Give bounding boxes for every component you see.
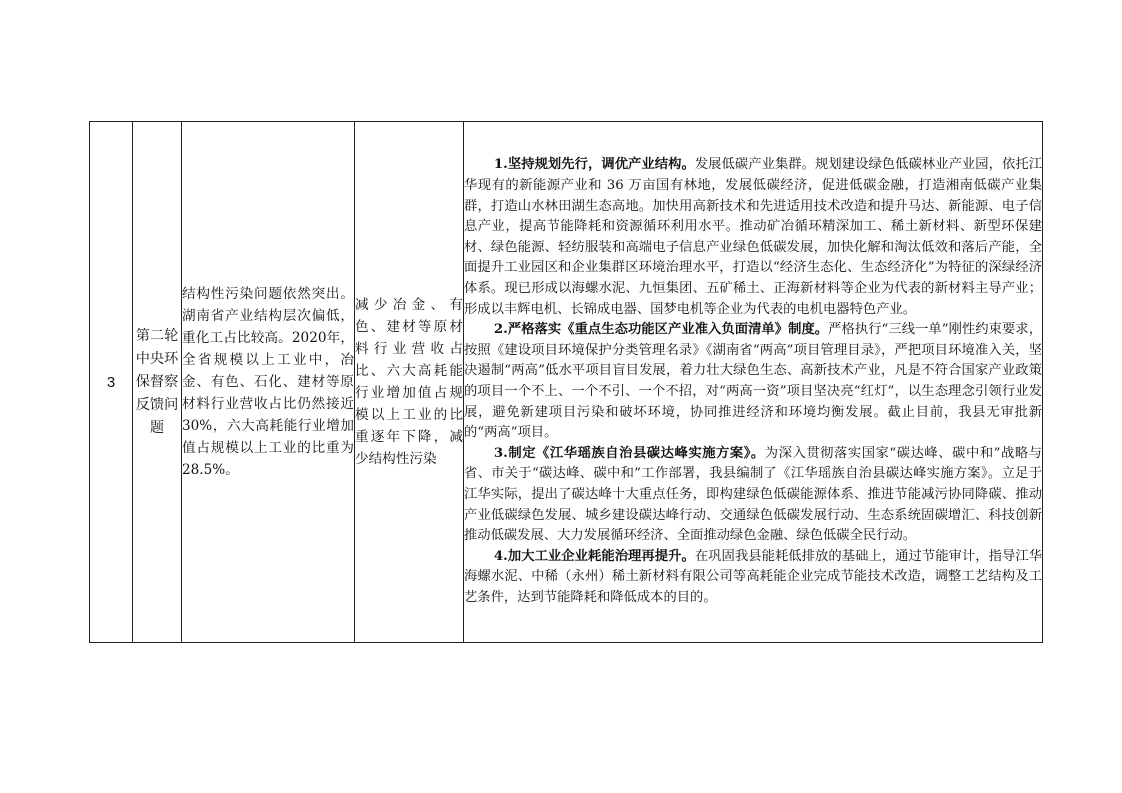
measure-title: 3.制定《江华瑶族自治县碳达峰实施方案》。 [493, 445, 765, 461]
row-number: 3 [90, 122, 133, 643]
measure-body: 为深入贯彻落实国家“碳达峰、碳中和”战略与省、市关于“碳达峰、碳中和”工作部署，我县编制了《江华瑶族自治县碳达峰实施方案》。立足于江华实际，提出了碳达峰十大重点任务，即构建绿色低碳能源体系、推进节能减污协同降碳、推动产业低碳绿色发展、城乡建设碳达峰行动、交通绿色低碳发展行动、生态系统固碳增汇、科技创新推动低碳发展、大力发展循环经济、全面推动绿色金融、绿色低碳全民行动。 [464, 445, 1042, 544]
measure-item [464, 547, 1042, 609]
measure-item [464, 155, 1042, 320]
measure-item [464, 320, 1042, 444]
measure-title: 1.坚持规划先行，调优产业结构。 [493, 157, 695, 173]
measure-title: 2.严格落实《重点生态功能区产业准入负面清单》制度。 [493, 322, 829, 338]
table-row [90, 122, 1043, 643]
goal-cell: 减少冶金、有色、建材等原材料行业营收占比、六大高耗能行业增加值占规模以上工业的比重逐年下降，减少结构性污染 [355, 122, 464, 643]
problem-cell: 结构性污染问题依然突出。湖南省产业结构层次偏低，重化工占比较高。2020年，全省规模以上工业中，冶金、有色、石化、建材等原材料行业营收占比仍然接近 30%，六大高耗能行业增加值占规模以上工业的比重为 28.5%。 [182, 122, 355, 643]
rectification-table [89, 121, 1043, 643]
category-cell: 第二轮中央环保督察反馈问题 [133, 122, 182, 643]
measure-body: 在巩固我县能耗低排放的基础上，通过节能审计，指导江华海螺水泥、中稀（永州）稀土新材料有限公司等高耗能企业完成节能技术改造，调整工艺结构及工艺条件，达到节能降耗和降低成本的目的。 [464, 548, 1042, 605]
measure-body: 发展低碳产业集群。规划建设绿色低碳林业产业园，依托江华现有的新能源产业和 36 万亩国有林地，发展低碳经济，促进低碳金融，打造湘南低碳产业集群，打造山水林田湖生态高地。加快用高新技术和先进适用技术改造和提升马达、新能源、电子信息产业，提高节能降耗和资源循环利用水平。推动矿冶循环精深加工、稀土新材料、新型环保建材、绿色能源、轻纺服装和高端电子信息产业绿色低碳发展，加快化解和淘汰低效和落后产能，全面提升工业园区和企业集群区环境治理水平，打造以“经济生态化、生态经济化”为特征的深绿经济体系。现已形成以海螺水泥、九恒集团、五矿稀土、正海新材料等企业为代表的新材料主导产业；形成以丰辉电机、长锦成电器、国梦电机等企业为代表的电机电器特色产业。 [464, 157, 1042, 317]
measure-title: 4.加大工业企业耗能治理再提升。 [493, 548, 695, 564]
measure-item [464, 444, 1042, 547]
measure-body: 严格执行“三线一单”刚性约束要求，按照《建设项目环境保护分类管理名录》《湖南省“两高”项目管理目录》，严把项目环境准入关，坚决遏制“两高”低水平项目盲目发展，着力壮大绿色生态、高新技术产业，凡是不符合国家产业政策的项目一个不上、一个不引、一个不招，对“两高一资”项目坚决亮“红灯”，以生态理念引领行业发展，避免新建项目污染和破坏环境，协同推进经济和环境均衡发展。截止目前，我县无审批新的“两高”项目。 [464, 322, 1042, 441]
measures-cell [464, 122, 1043, 643]
